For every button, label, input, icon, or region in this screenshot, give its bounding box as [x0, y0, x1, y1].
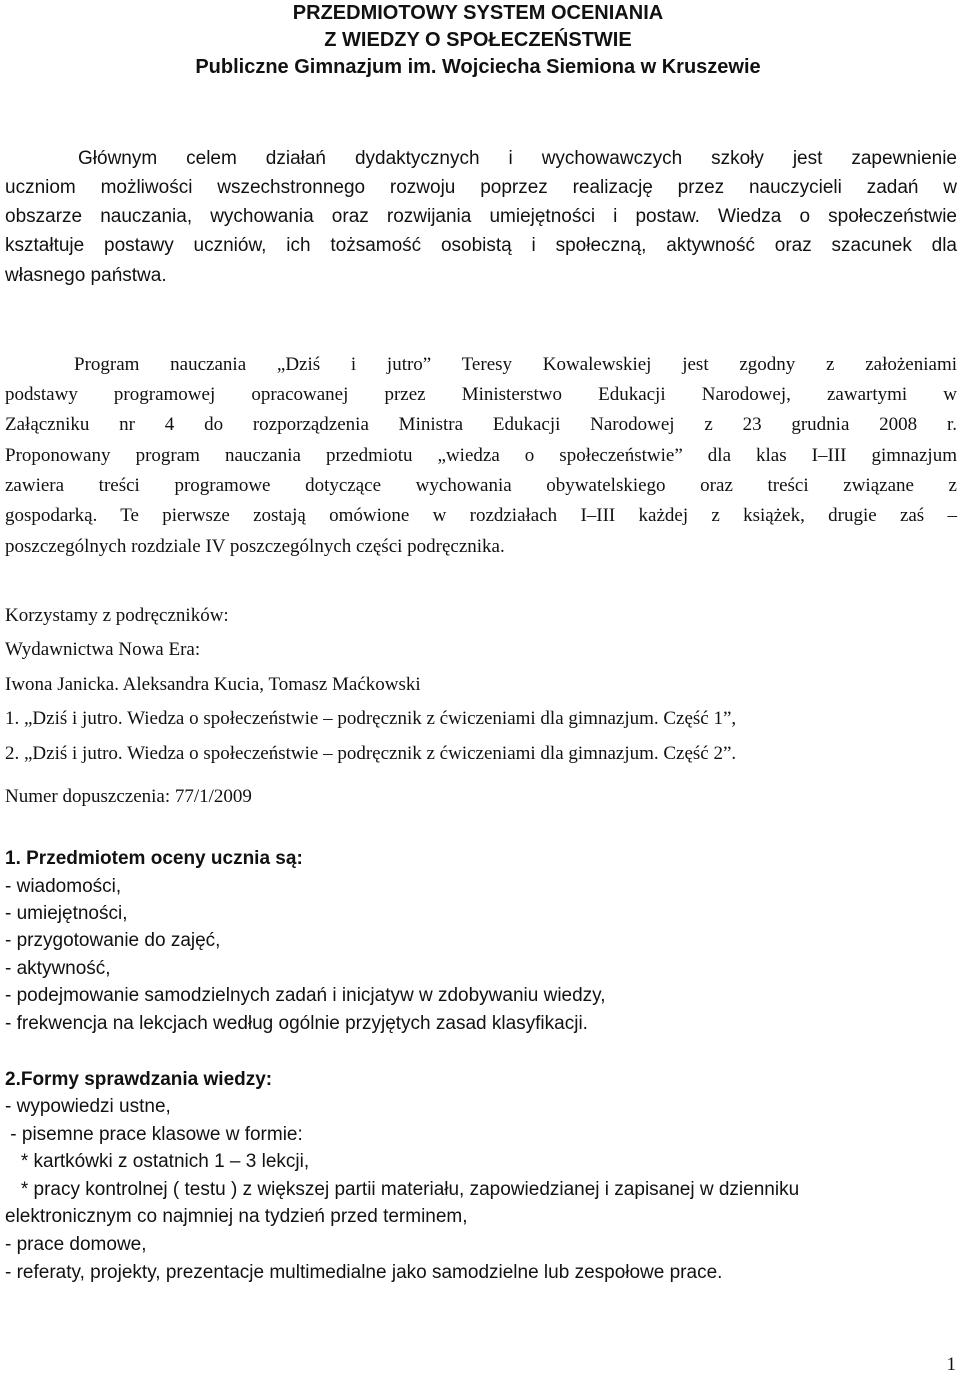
header-title-line2: Z WIEDZY O SPOŁECZEŃSTWIE [324, 29, 632, 51]
intro-line-3: obszarze nauczania, wychowania oraz rozwijania umiejętności i postaw. Wiedza o społeczeństwie [5, 206, 957, 227]
page-number: 1 [946, 1354, 956, 1375]
list-item: - prace domowe, [5, 1234, 147, 1255]
program-line-1: Program nauczania „Dziś i jutro” Teresy Kowalewskiej jest zgodny z założeniami [74, 354, 957, 375]
intro-line-5: własnego państwa. [5, 265, 167, 286]
list-item: - frekwencja na lekcjach według ogólnie przyjętych zasad klasyfikacji. [5, 1013, 588, 1034]
textbook-item-2: 2. „Dziś i jutro. Wiedza o społeczeństwie – podręcznik z ćwiczeniami dla gimnazjum. Część 2”. [5, 743, 737, 764]
program-line-7: poszczególnych rozdziale IV poszczególnych części podręcznika. [5, 536, 505, 557]
header-school-name: Publiczne Gimnazjum im. Wojciecha Siemiona w Kruszewie [195, 56, 761, 78]
list-item: * pracy kontrolnej ( testu ) z większej partii materiału, zapowiedzianej i zapisanej w dzienniku [5, 1179, 800, 1200]
list-item: - przygotowanie do zajęć, [5, 930, 221, 951]
section-1-title: 1. Przedmiotem oceny ucznia są: [5, 848, 303, 869]
approval-number: Numer dopuszczenia: 77/1/2009 [5, 786, 252, 807]
textbook-item-1: 1. „Dziś i jutro. Wiedza o społeczeństwie – podręcznik z ćwiczeniami dla gimnazjum. Część 1”, [5, 708, 737, 729]
textbooks-authors: Iwona Janicka. Aleksandra Kucia, Tomasz Maćkowski [5, 674, 421, 695]
intro-line-2: uczniom możliwości wszechstronnego rozwoju poprzez realizację przez nauczycieli zadań w [5, 177, 957, 198]
list-item: * kartkówki z ostatnich 1 – 3 lekcji, [5, 1151, 310, 1172]
document-header [0, 0, 956, 81]
list-item: - referaty, projekty, prezentacje multimedialne jako samodzielne lub zespołowe prace. [5, 1262, 723, 1283]
list-item: - umiejętności, [5, 903, 128, 924]
header-title-line1: PRZEDMIOTOWY SYSTEM OCENIANIA [292, 2, 664, 24]
intro-line-1: Głównym celem działań dydaktycznych i wychowawczych szkoły jest zapewnienie [78, 148, 957, 169]
list-item: elektronicznym co najmniej na tydzień przed terminem, [5, 1206, 468, 1227]
section-2-title: 2.Formy sprawdzania wiedzy: [5, 1069, 273, 1090]
list-item: - wiadomości, [5, 876, 122, 897]
program-line-5: zawiera treści programowe dotyczące wychowania obywatelskiego oraz treści związane z [5, 475, 957, 496]
list-item: - podejmowanie samodzielnych zadań i inicjatyw w zdobywaniu wiedzy, [5, 985, 606, 1006]
program-line-3: Załączniku nr 4 do rozporządzenia Ministra Edukacji Narodowej z 23 grudnia 2008 r. [5, 414, 957, 435]
list-item: - aktywność, [5, 958, 111, 979]
textbooks-intro: Korzystamy z podręczników: [5, 605, 229, 626]
list-item: - pisemne prace klasowe w formie: [5, 1124, 303, 1145]
intro-line-4: kształtuje postawy uczniów, ich tożsamość osobistą i społeczną, aktywność oraz szacunek dla [5, 235, 957, 256]
textbooks-publisher: Wydawnictwa Nowa Era: [5, 639, 201, 660]
program-line-2: podstawy programowej opracowanej przez Ministerstwo Edukacji Narodowej, zawartymi w [5, 384, 957, 405]
program-line-6: gospodarką. Te pierwsze zostają omówione w rozdziałach I–III każdej z książek, drugie zaś – [5, 505, 957, 526]
list-item: - wypowiedzi ustne, [5, 1096, 171, 1117]
program-line-4: Proponowany program nauczania przedmiotu „wiedza o społeczeństwie” dla klas I–III gimnazjum [5, 445, 957, 466]
